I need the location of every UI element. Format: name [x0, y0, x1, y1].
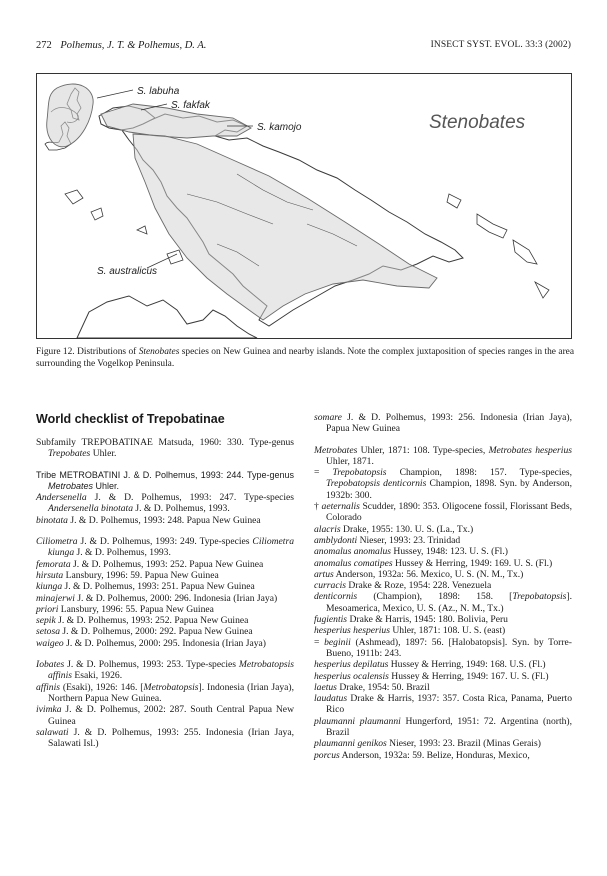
entry-text: Hussey & Herring, 1949: 168. U.S. (Fl.)	[388, 659, 546, 671]
taxon-name: Metrobates	[314, 444, 358, 456]
checklist-entry	[314, 625, 572, 636]
taxon-name: Metrobates	[48, 480, 94, 491]
entry-text: (Ashmead), 1897: 56. [Halobatopsis]. Syn. by Torre-Bueno, 1911b: 243.	[326, 636, 573, 659]
entry-text: (Champion), 1898: 158. [	[357, 591, 513, 603]
entry-text: Drake & Roze, 1954: 228. Venezuela	[345, 580, 492, 592]
checklist-entry	[36, 515, 294, 526]
label-s-labuha: S. labuha	[137, 86, 180, 97]
taxon-name: priori	[36, 603, 59, 615]
taxon-name: Trepobatopsis	[512, 591, 567, 603]
label-s-kamojo: S. kamojo	[257, 122, 302, 133]
checklist-left-column	[36, 412, 294, 749]
label-s-australicus: S. australicus	[97, 266, 158, 277]
checklist-entry	[314, 580, 572, 591]
taxon-name: denticornis	[314, 591, 358, 603]
taxon-name: laudatus	[314, 693, 348, 705]
entry-text: Lansbury, 1996: 59. Papua New Guinea	[63, 569, 219, 581]
taxon-name: minajerwi	[36, 592, 75, 604]
checklist-entry	[36, 626, 294, 637]
caption-rest: species on New Guinea and nearby islands. Note the complex juxtaposition of species ranges in the area surrounding the Vogelkop Peninsula.	[36, 347, 575, 370]
entry-text: =	[314, 636, 325, 648]
checklist-entry	[314, 558, 572, 569]
entry-text: Uhler.	[93, 480, 120, 491]
entry-text: ]. Indonesia (Irian Jaya), Northern Papua New Guinea.	[48, 681, 294, 704]
taxon-name: Trepobatopsis denticornis	[326, 478, 427, 490]
checklist-entry	[314, 445, 572, 468]
taxon-name: sepik	[36, 615, 56, 627]
entry-text: J. & D. Polhemus, 1993.	[133, 503, 230, 515]
taxon-name: ivimka	[36, 704, 62, 716]
taxon-name: Ciliometra kiunga	[48, 536, 294, 559]
entry-text: Drake & Harris, 1937: 357. Costa Rica, Panama, Puerto Rico	[326, 693, 572, 716]
checklist-entry	[36, 682, 294, 705]
entry-text: Drake, 1954: 50. Brazil	[336, 681, 430, 693]
checklist-entry	[314, 535, 572, 546]
entry-text: =	[314, 467, 333, 479]
entry-text: J. & D. Polhemus, 1993: 256. Indonesia (Irian Jaya), Papua New Guinea	[326, 412, 572, 435]
entry-text: Tribe METROBATINI J. & D. Polhemus, 1993: 244. Type-genus	[36, 469, 294, 480]
checklist-entry	[36, 437, 294, 460]
taxon-name: setosa	[36, 626, 60, 638]
entry-text: Subfamily TREPOBATINAE Matsuda, 1960: 330. Type-genus	[36, 437, 294, 448]
checklist-entry	[314, 750, 572, 761]
entry-text: Uhler, 1871.	[326, 455, 374, 467]
checklist-right-column	[314, 412, 572, 761]
label-s-fakfak: S. fakfak	[171, 100, 210, 111]
entry-text: J. & D. Polhemus, 1993: 248. Papua New Guinea	[67, 514, 261, 526]
taxon-name: Andersenella	[36, 492, 87, 504]
right-entries	[314, 412, 572, 761]
entry-text: Nieser, 1993: 23. Trinidad	[357, 534, 461, 546]
entry-text: J. & D. Polhemus, 1993: 252. Papua New Guinea	[70, 558, 264, 570]
entry-text: J. & D. Polhemus, 1993.	[74, 547, 171, 559]
checklist-entry	[36, 638, 294, 649]
entry-text: Uhler, 1871: 108. U. S. (east)	[389, 625, 506, 637]
taxon-name: Metrobatopsis	[143, 681, 199, 693]
entry-text: Hussey & Herring, 1949: 169. U. S. (Fl.)	[392, 557, 553, 569]
entry-text: J. & D. Polhemus, 1993: 251. Papua New Guinea	[62, 581, 255, 593]
taxon-name: alacris	[314, 523, 341, 535]
checklist-entry	[314, 671, 572, 682]
entry-text: J. & D. Polhemus, 1993: 249. Type-species	[77, 536, 253, 548]
taxon-name: Metrobatopsis affinis	[48, 659, 294, 682]
checklist-entry	[314, 659, 572, 670]
checklist-entry	[314, 412, 572, 435]
taxon-name: Ciliometra	[36, 536, 78, 548]
checklist-entry	[314, 501, 572, 524]
checklist-entry	[314, 467, 572, 501]
checklist-entry	[314, 716, 572, 739]
entry-text: J. & D. Polhemus, 2000: 296. Indonesia (Irian Jaya)	[74, 592, 278, 604]
taxon-name: Andersenella binotata	[48, 503, 133, 515]
taxon-name: Trepobatopsis	[332, 467, 387, 479]
distribution-map	[36, 73, 572, 339]
taxon-name: plaumanni plaumanni	[314, 715, 401, 727]
taxon-name: Metrobates hesperius	[488, 444, 572, 456]
entry-text: J. & D. Polhemus, 1993: 252. Papua New Guinea	[55, 615, 249, 627]
journal-citation: INSECT SYST. EVOL. 33:3 (2002)	[430, 40, 571, 50]
entry-text: Hungerford, 1951: 72. Argentina (north), Brazil	[326, 715, 572, 739]
taxon-name: artus	[314, 568, 334, 580]
running-header	[36, 40, 571, 54]
taxon-name: anomalus comatipes	[314, 557, 393, 569]
checklist-entry	[314, 546, 572, 557]
checklist-entry	[314, 614, 572, 625]
eastern-islands	[447, 194, 549, 298]
taxon-name: beginii	[324, 636, 351, 648]
figure-caption	[36, 346, 574, 371]
taxon-name: laetus	[314, 681, 337, 693]
entry-text: Uhler.	[90, 448, 117, 460]
running-authors: Polhemus, J. T. & Polhemus, D. A.	[60, 40, 207, 51]
checklist-entry	[36, 492, 294, 515]
checklist-entry	[314, 682, 572, 693]
caption-genus: Stenobates	[138, 347, 180, 357]
entry-text: Champion, 1898. Syn. by Anderson, 1932b: 300.	[326, 478, 573, 501]
taxon-name: porcus	[314, 749, 340, 761]
map-title: Stenobates	[429, 112, 526, 133]
checklist-entry	[36, 470, 294, 493]
checklist-entry	[314, 569, 572, 580]
checklist-entry	[314, 524, 572, 535]
entry-text: Hussey, 1948: 123. U. S. (Fl.)	[391, 546, 508, 558]
entry-text: J. & D. Polhemus, 1993: 255. Indonesia (Irian Jaya, Salawati Isl.)	[48, 726, 294, 750]
entry-text: †	[314, 501, 322, 513]
entry-text: Esaki, 1926.	[72, 670, 123, 682]
page-number: 272	[36, 40, 52, 51]
entry-text: Hussey & Herring, 1949: 167. U. S. (Fl.)	[388, 670, 549, 682]
taxon-name: hesperius hesperius	[314, 625, 390, 637]
entry-text: Lansbury, 1996: 55. Papua New Guinea	[58, 603, 214, 615]
header-left	[36, 40, 206, 51]
caption-prefix: Figure 12. Distributions of	[36, 347, 139, 357]
entry-text: ]. Mesoamerica, Mexico, U. S. (Az., N. M., Tx.)	[326, 591, 572, 614]
taxon-name: hesperius depilatus	[314, 659, 389, 671]
checklist-entry	[36, 727, 294, 750]
checklist-entry	[36, 581, 294, 592]
taxon-name: fugientis	[314, 614, 348, 626]
australia-coast	[77, 296, 257, 338]
taxon-name: aeternalis	[321, 501, 360, 513]
checklist-entry	[36, 615, 294, 626]
range-s-labuha	[47, 84, 93, 147]
taxon-name: hesperius ocalensis	[314, 670, 389, 682]
entry-text: Champion, 1898: 157. Type-species,	[386, 467, 572, 479]
taxon-name: waigeo	[36, 637, 64, 649]
checklist-entry	[36, 704, 294, 727]
entry-text: J. & D. Polhemus, 2000: 295. Indonesia (Irian Jaya)	[63, 637, 266, 649]
entry-text: Drake, 1955: 130. U. S. (La., Tx.)	[340, 523, 474, 535]
entry-text: J. & D. Polhemus, 2002: 287. South Central Papua New Guinea	[48, 704, 294, 727]
taxon-name: kiunga	[36, 581, 63, 593]
checklist-entry	[314, 693, 572, 716]
entry-text: J. & D. Polhemus, 2000: 292. Papua New Guinea	[59, 626, 253, 638]
entry-text: Anderson, 1932a: 56. Mexico, U. S. (N. M., Tx.)	[333, 568, 524, 580]
entry-text: J. & D. Polhemus, 1993: 253. Type-species	[64, 659, 239, 671]
taxon-name: affinis	[36, 681, 60, 693]
checklist-entry	[36, 593, 294, 604]
taxon-name: Trepobates	[48, 448, 91, 460]
checklist-entry	[36, 659, 294, 682]
taxon-name: anomalus anomalus	[314, 546, 392, 558]
map-figure	[37, 74, 571, 338]
section-heading: World checklist of Trepobatinae	[36, 412, 225, 426]
checklist-entry	[36, 559, 294, 570]
entry-text: Nieser, 1993: 23. Brazil (Minas Gerais)	[386, 738, 541, 750]
checklist-entry	[314, 591, 572, 614]
entry-text: (Esaki), 1926: 146. [	[60, 681, 144, 693]
entry-text: Scudder, 1890: 353. Oligocene fossil, Florissant Beds, Colorado	[326, 501, 572, 524]
taxon-name: femorata	[36, 558, 71, 570]
taxon-name: plaumanni genikos	[314, 738, 387, 750]
checklist-entry	[36, 536, 294, 559]
entry-text: J. & D. Polhemus, 1993: 247. Type-species	[86, 492, 294, 504]
checklist-entry	[36, 570, 294, 581]
checklist-entry	[314, 637, 572, 660]
left-entries	[36, 437, 294, 749]
checklist-entry	[314, 738, 572, 749]
taxon-name: amblydonti	[314, 534, 358, 546]
entry-text: Drake & Harris, 1945: 180. Bolivia, Peru	[347, 614, 508, 626]
taxon-name: salawati	[36, 726, 69, 738]
taxon-name: binotata	[36, 514, 68, 526]
taxon-name: curracis	[314, 580, 346, 592]
taxon-name: hirsuta	[36, 569, 64, 581]
entry-text: Anderson, 1932a: 59. Belize, Honduras, Mexico,	[339, 749, 530, 761]
checklist-entry	[36, 604, 294, 615]
entry-text: Uhler, 1871: 108. Type-species,	[357, 444, 489, 456]
taxon-name: Iobates	[36, 659, 65, 671]
taxon-name: somare	[314, 412, 342, 423]
